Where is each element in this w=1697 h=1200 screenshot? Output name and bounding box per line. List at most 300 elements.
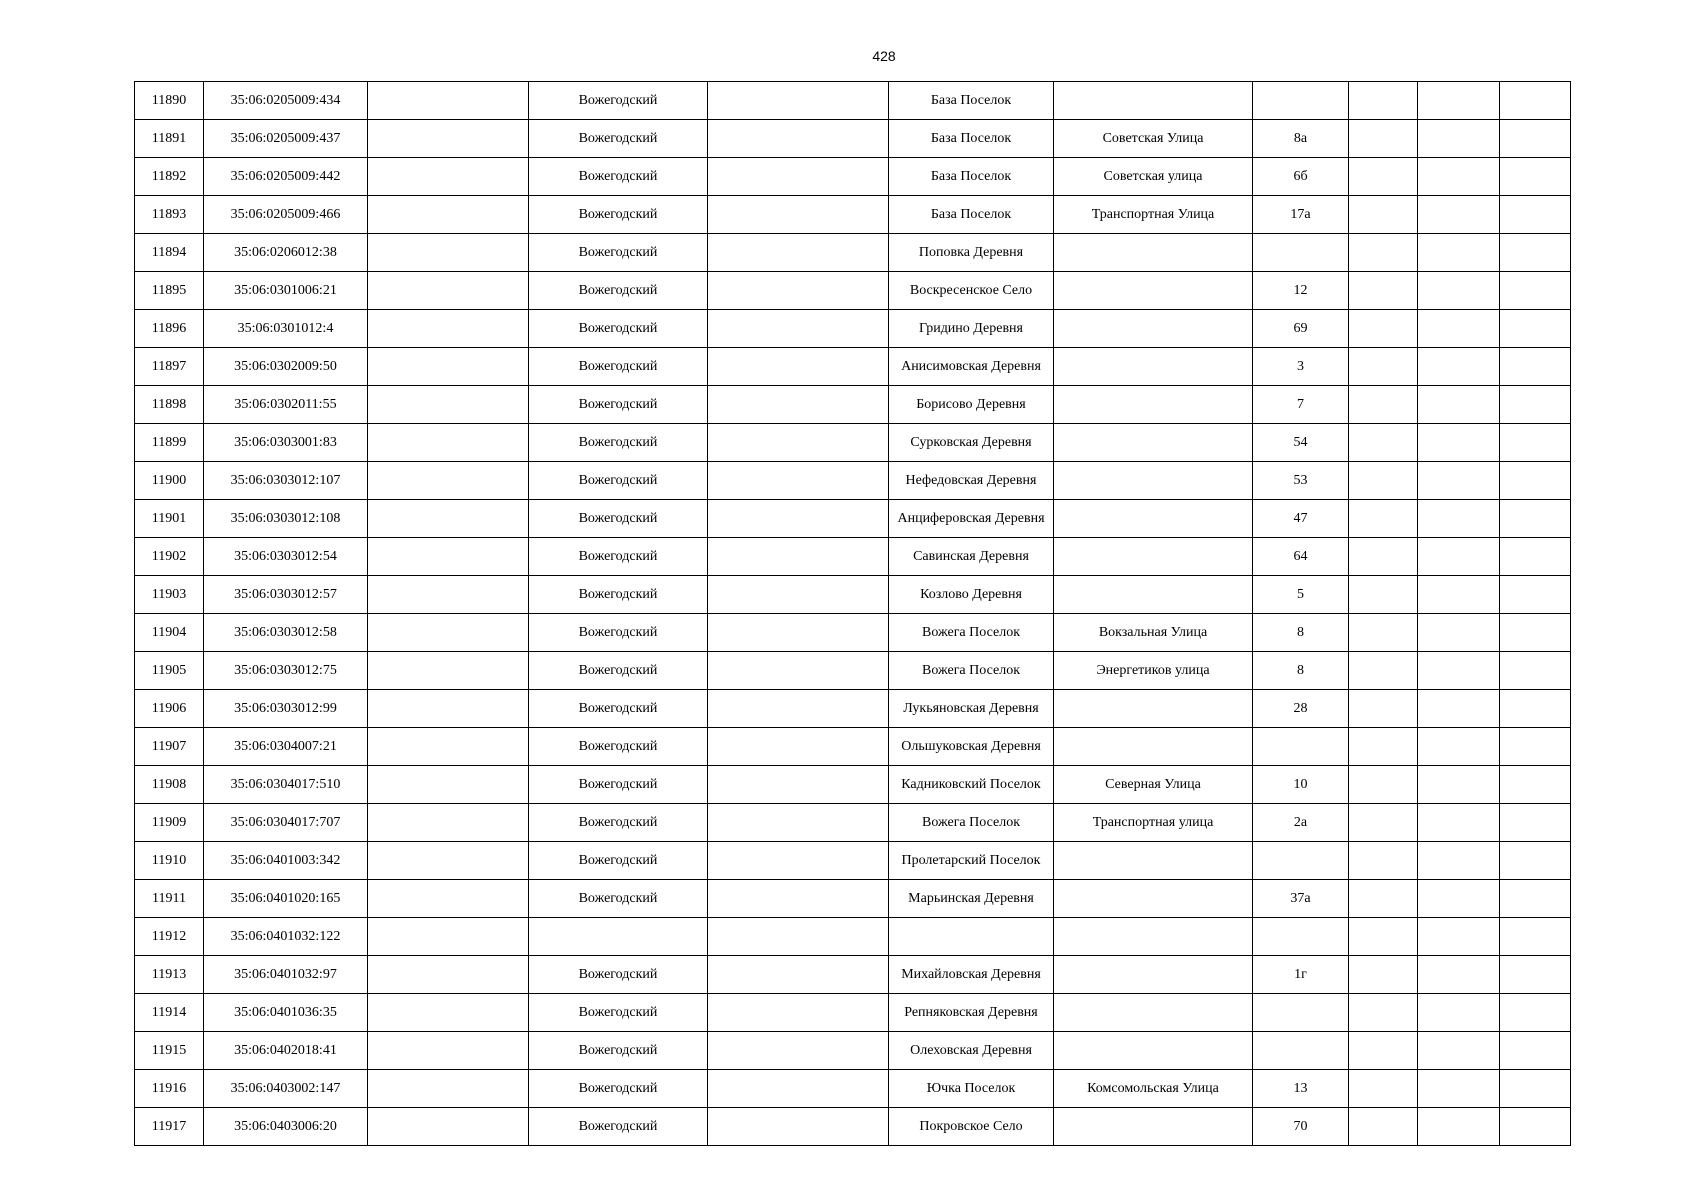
cell-col10 xyxy=(1418,348,1500,386)
cell-district: Вожегодский xyxy=(529,728,708,766)
cell-num: 11908 xyxy=(135,766,204,804)
cell-cadastral: 35:06:0301012:4 xyxy=(204,310,368,348)
cell-col11 xyxy=(1500,500,1571,538)
cell-house xyxy=(1253,842,1349,880)
cell-col3 xyxy=(368,842,529,880)
table-row xyxy=(135,424,1571,462)
cell-locality: Олеховская Деревня xyxy=(889,1032,1054,1070)
cell-locality: Поповка Деревня xyxy=(889,234,1054,272)
cell-street xyxy=(1054,310,1253,348)
cell-col3 xyxy=(368,462,529,500)
cell-col11 xyxy=(1500,766,1571,804)
cell-col9 xyxy=(1349,234,1418,272)
cell-locality: Ольшуковская Деревня xyxy=(889,728,1054,766)
cell-house: 8 xyxy=(1253,614,1349,652)
cell-num: 11905 xyxy=(135,652,204,690)
cell-cadastral: 35:06:0401032:122 xyxy=(204,918,368,956)
cell-col10 xyxy=(1418,272,1500,310)
table-row xyxy=(135,272,1571,310)
cell-col11 xyxy=(1500,690,1571,728)
cell-cadastral: 35:06:0403002:147 xyxy=(204,1070,368,1108)
cell-col9 xyxy=(1349,310,1418,348)
cell-house: 47 xyxy=(1253,500,1349,538)
cell-num: 11895 xyxy=(135,272,204,310)
cell-col3 xyxy=(368,690,529,728)
cell-num: 11902 xyxy=(135,538,204,576)
cell-col5 xyxy=(708,1108,889,1146)
table-row xyxy=(135,310,1571,348)
cell-locality: Михайловская Деревня xyxy=(889,956,1054,994)
cell-cadastral: 35:06:0303012:58 xyxy=(204,614,368,652)
cell-cadastral: 35:06:0302009:50 xyxy=(204,348,368,386)
cell-house xyxy=(1253,1032,1349,1070)
cell-cadastral: 35:06:0303012:107 xyxy=(204,462,368,500)
cell-col10 xyxy=(1418,462,1500,500)
cell-district: Вожегодский xyxy=(529,956,708,994)
cell-district: Вожегодский xyxy=(529,766,708,804)
cell-col9 xyxy=(1349,82,1418,120)
cell-col5 xyxy=(708,728,889,766)
cell-locality: Лукьяновская Деревня xyxy=(889,690,1054,728)
cell-col10 xyxy=(1418,918,1500,956)
table-row xyxy=(135,234,1571,272)
table-row xyxy=(135,196,1571,234)
cell-col5 xyxy=(708,120,889,158)
cell-house: 8а xyxy=(1253,120,1349,158)
cell-col11 xyxy=(1500,386,1571,424)
cell-col5 xyxy=(708,272,889,310)
cell-house xyxy=(1253,994,1349,1032)
cell-district: Вожегодский xyxy=(529,690,708,728)
table-row xyxy=(135,348,1571,386)
cell-street xyxy=(1054,728,1253,766)
cell-col5 xyxy=(708,918,889,956)
cell-col9 xyxy=(1349,1032,1418,1070)
cell-col5 xyxy=(708,994,889,1032)
page-number: 428 xyxy=(872,48,896,64)
cell-cadastral: 35:06:0303012:108 xyxy=(204,500,368,538)
cell-col10 xyxy=(1418,804,1500,842)
cell-num: 11899 xyxy=(135,424,204,462)
cell-num: 11898 xyxy=(135,386,204,424)
cell-num: 11894 xyxy=(135,234,204,272)
cell-col9 xyxy=(1349,1070,1418,1108)
cell-num: 11904 xyxy=(135,614,204,652)
cell-col5 xyxy=(708,462,889,500)
cell-house: 54 xyxy=(1253,424,1349,462)
cell-num: 11910 xyxy=(135,842,204,880)
cell-col10 xyxy=(1418,956,1500,994)
cell-district: Вожегодский xyxy=(529,1032,708,1070)
cell-col11 xyxy=(1500,728,1571,766)
cell-col9 xyxy=(1349,804,1418,842)
cell-cadastral: 35:06:0301006:21 xyxy=(204,272,368,310)
cell-col5 xyxy=(708,614,889,652)
cell-district: Вожегодский xyxy=(529,1108,708,1146)
cell-street: Северная Улица xyxy=(1054,766,1253,804)
cell-street xyxy=(1054,500,1253,538)
cell-house: 69 xyxy=(1253,310,1349,348)
cell-district: Вожегодский xyxy=(529,386,708,424)
cell-col10 xyxy=(1418,728,1500,766)
cell-col3 xyxy=(368,994,529,1032)
cell-col11 xyxy=(1500,310,1571,348)
cell-col10 xyxy=(1418,538,1500,576)
cell-house: 3 xyxy=(1253,348,1349,386)
cell-col10 xyxy=(1418,386,1500,424)
cell-col9 xyxy=(1349,576,1418,614)
cell-col11 xyxy=(1500,804,1571,842)
cell-col5 xyxy=(708,196,889,234)
cell-col9 xyxy=(1349,462,1418,500)
cell-street xyxy=(1054,690,1253,728)
cell-col3 xyxy=(368,1108,529,1146)
cell-district: Вожегодский xyxy=(529,120,708,158)
cell-col3 xyxy=(368,82,529,120)
cell-cadastral: 35:06:0401036:35 xyxy=(204,994,368,1032)
cell-col5 xyxy=(708,576,889,614)
cell-col9 xyxy=(1349,424,1418,462)
table-row xyxy=(135,120,1571,158)
cell-locality xyxy=(889,918,1054,956)
cell-col5 xyxy=(708,158,889,196)
cell-street xyxy=(1054,918,1253,956)
cell-street xyxy=(1054,272,1253,310)
cell-district: Вожегодский xyxy=(529,994,708,1032)
cell-col5 xyxy=(708,1032,889,1070)
cell-col3 xyxy=(368,956,529,994)
cell-house: 2а xyxy=(1253,804,1349,842)
table-row xyxy=(135,158,1571,196)
cell-col10 xyxy=(1418,120,1500,158)
registry-table xyxy=(134,81,1571,1146)
cell-col9 xyxy=(1349,158,1418,196)
cell-district: Вожегодский xyxy=(529,196,708,234)
cell-locality: Анциферовская Деревня xyxy=(889,500,1054,538)
cell-num: 11913 xyxy=(135,956,204,994)
cell-district xyxy=(529,918,708,956)
cell-locality: Покровское Село xyxy=(889,1108,1054,1146)
cell-district: Вожегодский xyxy=(529,538,708,576)
cell-locality: Воскресенское Село xyxy=(889,272,1054,310)
cell-street xyxy=(1054,424,1253,462)
cell-col10 xyxy=(1418,1032,1500,1070)
cell-street xyxy=(1054,462,1253,500)
cell-locality: Вожега Поселок xyxy=(889,804,1054,842)
cell-locality: Савинская Деревня xyxy=(889,538,1054,576)
cell-house xyxy=(1253,82,1349,120)
cell-col11 xyxy=(1500,652,1571,690)
cell-locality: Кадниковский Поселок xyxy=(889,766,1054,804)
cell-locality: Марьинская Деревня xyxy=(889,880,1054,918)
cell-col5 xyxy=(708,386,889,424)
cell-col3 xyxy=(368,196,529,234)
table-row xyxy=(135,956,1571,994)
cell-col3 xyxy=(368,766,529,804)
cell-district: Вожегодский xyxy=(529,158,708,196)
table-row xyxy=(135,842,1571,880)
cell-col10 xyxy=(1418,310,1500,348)
table-row xyxy=(135,804,1571,842)
cell-cadastral: 35:06:0205009:442 xyxy=(204,158,368,196)
cell-house: 13 xyxy=(1253,1070,1349,1108)
cell-col3 xyxy=(368,880,529,918)
cell-locality: Анисимовская Деревня xyxy=(889,348,1054,386)
table-row xyxy=(135,766,1571,804)
cell-locality: Гридино Деревня xyxy=(889,310,1054,348)
cell-col11 xyxy=(1500,918,1571,956)
cell-num: 11917 xyxy=(135,1108,204,1146)
cell-col3 xyxy=(368,576,529,614)
cell-district: Вожегодский xyxy=(529,576,708,614)
cell-street xyxy=(1054,386,1253,424)
cell-col3 xyxy=(368,500,529,538)
cell-col10 xyxy=(1418,158,1500,196)
cell-col9 xyxy=(1349,918,1418,956)
table-row xyxy=(135,500,1571,538)
cell-col9 xyxy=(1349,196,1418,234)
cell-district: Вожегодский xyxy=(529,462,708,500)
cell-district: Вожегодский xyxy=(529,348,708,386)
table-row xyxy=(135,576,1571,614)
cell-col11 xyxy=(1500,842,1571,880)
cell-num: 11915 xyxy=(135,1032,204,1070)
cell-locality: База Поселок xyxy=(889,158,1054,196)
cell-col3 xyxy=(368,424,529,462)
cell-col5 xyxy=(708,880,889,918)
cell-col5 xyxy=(708,348,889,386)
cell-col5 xyxy=(708,82,889,120)
cell-col11 xyxy=(1500,234,1571,272)
cell-house: 37а xyxy=(1253,880,1349,918)
cell-col3 xyxy=(368,728,529,766)
cell-col11 xyxy=(1500,158,1571,196)
cell-col5 xyxy=(708,804,889,842)
cell-col9 xyxy=(1349,272,1418,310)
cell-num: 11916 xyxy=(135,1070,204,1108)
cell-col3 xyxy=(368,652,529,690)
cell-num: 11896 xyxy=(135,310,204,348)
cell-col5 xyxy=(708,956,889,994)
cell-col10 xyxy=(1418,82,1500,120)
cell-num: 11914 xyxy=(135,994,204,1032)
cell-col5 xyxy=(708,652,889,690)
cell-street xyxy=(1054,234,1253,272)
cell-col9 xyxy=(1349,842,1418,880)
cell-house: 8 xyxy=(1253,652,1349,690)
cell-house: 6б xyxy=(1253,158,1349,196)
cell-col10 xyxy=(1418,614,1500,652)
cell-district: Вожегодский xyxy=(529,82,708,120)
cell-cadastral: 35:06:0303012:99 xyxy=(204,690,368,728)
cell-col3 xyxy=(368,614,529,652)
cell-col3 xyxy=(368,158,529,196)
cell-col9 xyxy=(1349,994,1418,1032)
cell-num: 11909 xyxy=(135,804,204,842)
cell-cadastral: 35:06:0205009:434 xyxy=(204,82,368,120)
cell-street xyxy=(1054,82,1253,120)
cell-col9 xyxy=(1349,500,1418,538)
cell-district: Вожегодский xyxy=(529,842,708,880)
cell-col11 xyxy=(1500,880,1571,918)
table-row xyxy=(135,614,1571,652)
cell-col11 xyxy=(1500,1032,1571,1070)
cell-street xyxy=(1054,956,1253,994)
table-row xyxy=(135,918,1571,956)
cell-street xyxy=(1054,576,1253,614)
cell-col5 xyxy=(708,766,889,804)
cell-locality: Вожега Поселок xyxy=(889,652,1054,690)
cell-cadastral: 35:06:0302011:55 xyxy=(204,386,368,424)
cell-street: Вокзальная Улица xyxy=(1054,614,1253,652)
table-row xyxy=(135,690,1571,728)
cell-col9 xyxy=(1349,538,1418,576)
cell-locality: База Поселок xyxy=(889,196,1054,234)
cell-house xyxy=(1253,918,1349,956)
cell-num: 11892 xyxy=(135,158,204,196)
cell-col10 xyxy=(1418,1108,1500,1146)
cell-locality: Борисово Деревня xyxy=(889,386,1054,424)
cell-house: 7 xyxy=(1253,386,1349,424)
cell-street xyxy=(1054,842,1253,880)
cell-street xyxy=(1054,994,1253,1032)
cell-num: 11906 xyxy=(135,690,204,728)
cell-street xyxy=(1054,348,1253,386)
cell-col10 xyxy=(1418,576,1500,614)
cell-col11 xyxy=(1500,120,1571,158)
table-body xyxy=(135,82,1571,1146)
cell-num: 11890 xyxy=(135,82,204,120)
cell-col5 xyxy=(708,500,889,538)
cell-locality: Сурковская Деревня xyxy=(889,424,1054,462)
cell-col3 xyxy=(368,386,529,424)
cell-street xyxy=(1054,1108,1253,1146)
cell-street: Транспортная улица xyxy=(1054,804,1253,842)
cell-num: 11903 xyxy=(135,576,204,614)
cell-num: 11911 xyxy=(135,880,204,918)
cell-col10 xyxy=(1418,994,1500,1032)
cell-locality: База Поселок xyxy=(889,82,1054,120)
cell-col9 xyxy=(1349,1108,1418,1146)
table-row xyxy=(135,538,1571,576)
cell-num: 11912 xyxy=(135,918,204,956)
cell-col11 xyxy=(1500,272,1571,310)
cell-col3 xyxy=(368,804,529,842)
table-row xyxy=(135,386,1571,424)
cell-cadastral: 35:06:0401020:165 xyxy=(204,880,368,918)
cell-cadastral: 35:06:0303001:83 xyxy=(204,424,368,462)
cell-col9 xyxy=(1349,956,1418,994)
cell-col5 xyxy=(708,690,889,728)
cell-house xyxy=(1253,234,1349,272)
table-row xyxy=(135,994,1571,1032)
cell-col9 xyxy=(1349,614,1418,652)
cell-cadastral: 35:06:0403006:20 xyxy=(204,1108,368,1146)
cell-col9 xyxy=(1349,766,1418,804)
cell-col3 xyxy=(368,272,529,310)
cell-house: 10 xyxy=(1253,766,1349,804)
cell-district: Вожегодский xyxy=(529,500,708,538)
cell-num: 11897 xyxy=(135,348,204,386)
cell-house: 64 xyxy=(1253,538,1349,576)
cell-col3 xyxy=(368,310,529,348)
cell-street: Советская улица xyxy=(1054,158,1253,196)
cell-cadastral: 35:06:0303012:54 xyxy=(204,538,368,576)
cell-cadastral: 35:06:0304007:21 xyxy=(204,728,368,766)
cell-col9 xyxy=(1349,728,1418,766)
cell-house: 17а xyxy=(1253,196,1349,234)
cell-street xyxy=(1054,538,1253,576)
cell-street: Транспортная Улица xyxy=(1054,196,1253,234)
cell-col11 xyxy=(1500,424,1571,462)
cell-col11 xyxy=(1500,614,1571,652)
cell-col9 xyxy=(1349,880,1418,918)
cell-house: 28 xyxy=(1253,690,1349,728)
cell-locality: Пролетарский Поселок xyxy=(889,842,1054,880)
cell-house: 53 xyxy=(1253,462,1349,500)
cell-col5 xyxy=(708,538,889,576)
cell-col11 xyxy=(1500,348,1571,386)
cell-cadastral: 35:06:0303012:57 xyxy=(204,576,368,614)
cell-cadastral: 35:06:0206012:38 xyxy=(204,234,368,272)
cell-locality: Вожега Поселок xyxy=(889,614,1054,652)
cell-cadastral: 35:06:0402018:41 xyxy=(204,1032,368,1070)
cell-cadastral: 35:06:0205009:466 xyxy=(204,196,368,234)
cell-col10 xyxy=(1418,1070,1500,1108)
cell-cadastral: 35:06:0303012:75 xyxy=(204,652,368,690)
cell-col9 xyxy=(1349,690,1418,728)
cell-col10 xyxy=(1418,842,1500,880)
cell-street: Энергетиков улица xyxy=(1054,652,1253,690)
cell-district: Вожегодский xyxy=(529,272,708,310)
table-row xyxy=(135,880,1571,918)
cell-col11 xyxy=(1500,956,1571,994)
cell-house xyxy=(1253,728,1349,766)
cell-locality: База Поселок xyxy=(889,120,1054,158)
cell-cadastral: 35:06:0304017:707 xyxy=(204,804,368,842)
cell-col11 xyxy=(1500,462,1571,500)
cell-col3 xyxy=(368,348,529,386)
cell-num: 11901 xyxy=(135,500,204,538)
cell-locality: Репняковская Деревня xyxy=(889,994,1054,1032)
cell-col10 xyxy=(1418,196,1500,234)
cell-col3 xyxy=(368,1032,529,1070)
cell-district: Вожегодский xyxy=(529,310,708,348)
cell-num: 11907 xyxy=(135,728,204,766)
cell-district: Вожегодский xyxy=(529,804,708,842)
cell-col10 xyxy=(1418,500,1500,538)
cell-col5 xyxy=(708,1070,889,1108)
cell-locality: Козлово Деревня xyxy=(889,576,1054,614)
cell-col10 xyxy=(1418,766,1500,804)
cell-col11 xyxy=(1500,196,1571,234)
cell-locality: Нефедовская Деревня xyxy=(889,462,1054,500)
cell-cadastral: 35:06:0205009:437 xyxy=(204,120,368,158)
cell-num: 11900 xyxy=(135,462,204,500)
cell-col10 xyxy=(1418,690,1500,728)
cell-col11 xyxy=(1500,1070,1571,1108)
cell-col9 xyxy=(1349,386,1418,424)
cell-cadastral: 35:06:0401003:342 xyxy=(204,842,368,880)
cell-col5 xyxy=(708,424,889,462)
cell-street: Комсомольская Улица xyxy=(1054,1070,1253,1108)
cell-locality: Ючка Поселок xyxy=(889,1070,1054,1108)
cell-col9 xyxy=(1349,348,1418,386)
cell-num: 11893 xyxy=(135,196,204,234)
table-row xyxy=(135,1032,1571,1070)
cell-col11 xyxy=(1500,82,1571,120)
table-row xyxy=(135,462,1571,500)
